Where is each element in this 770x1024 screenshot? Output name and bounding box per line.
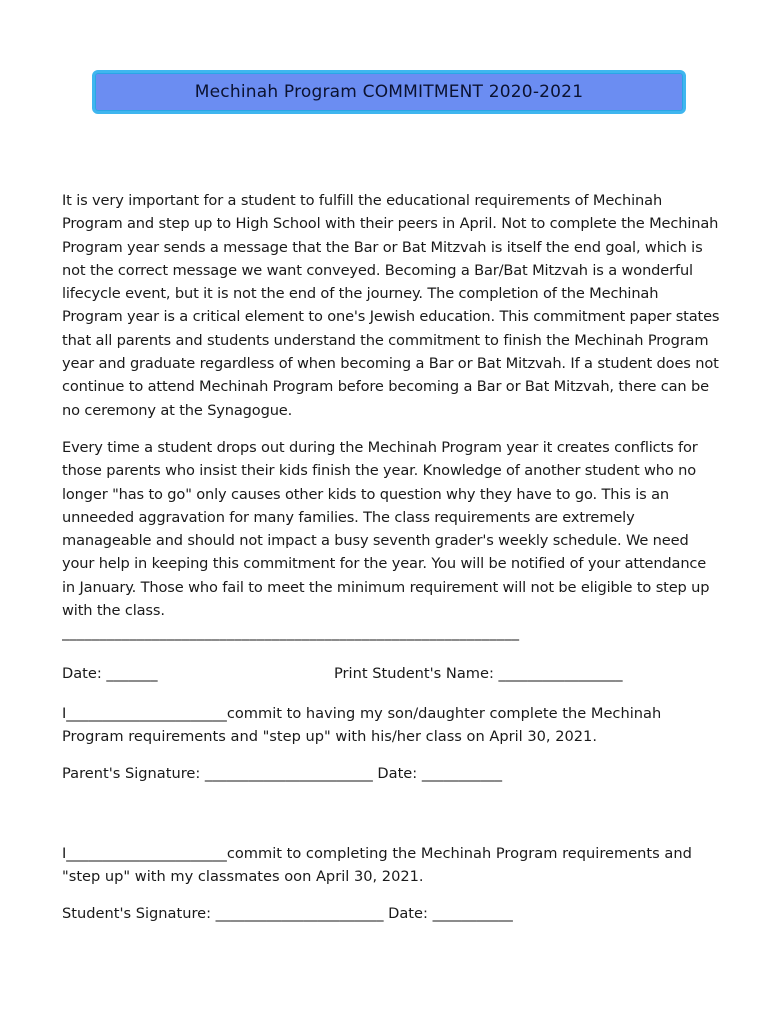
intro-paragraph: It is very important for a student to fulfill the educational requirements of Mechinah Program and step up to High School with their peers in April. Not to complete the Mechinah Program year sends a message that the Bar or Bat Mitzvah is itself the end goal, which is not the correct message we want conveyed. Becoming a Bar/Bat Mitzvah is a wonderful lifecycle event, but it is not the end of the journey. The completion of the Mechinah Program year is a critical element to one's Jewish education. This commitment paper states that all parents and students understand the commitment to finish the Mechinah Program year and graduate regardless of when becoming a Bar or Bat Mitzvah. If a student does not continue to attend Mechinah Program before becoming a Bar or Bat Mitzvah, there can be no ceremony at the Synagogue. (62, 192, 720, 419)
title-banner (92, 70, 686, 114)
date-field[interactable]: Date: _______ (62, 665, 158, 682)
student-commitment-statement[interactable]: I______________________commit to completing the Mechinah Program requirements and "step up" with my classmates oon April 30, 2021. (62, 845, 692, 885)
divider-line: _____________________________________________________________ (62, 624, 520, 641)
page-title: Mechinah Program COMMITMENT 2020-2021 (194, 82, 584, 102)
explanation-paragraph: Every time a student drops out during the Mechinah Program year it creates conflicts for those parents who insist their kids finish the year. Knowledge of another student who no longer "has to go" only causes other kids to question why they have to go. This is an unneeded aggravation for many families. The class requirements are extremely manageable and should not impact a busy seventh grader's weekly schedule. We need your help in keeping this commitment for the year. You will be notified of your attendance in January. Those who fail to meet the minimum requirement will not be eligible to step up with the class. (62, 439, 710, 620)
student-signature-field[interactable]: Student's Signature: _______________________ Date: ___________ (62, 905, 513, 922)
student-name-field[interactable]: Print Student's Name: _________________ (334, 665, 623, 682)
parent-commitment-statement[interactable]: I______________________commit to having my son/daughter complete the Mechinah Program requirements and "step up" with his/her class on April 30, 2021. (62, 705, 662, 745)
parent-signature-field[interactable]: Parent's Signature: _______________________ Date: ___________ (62, 765, 503, 782)
